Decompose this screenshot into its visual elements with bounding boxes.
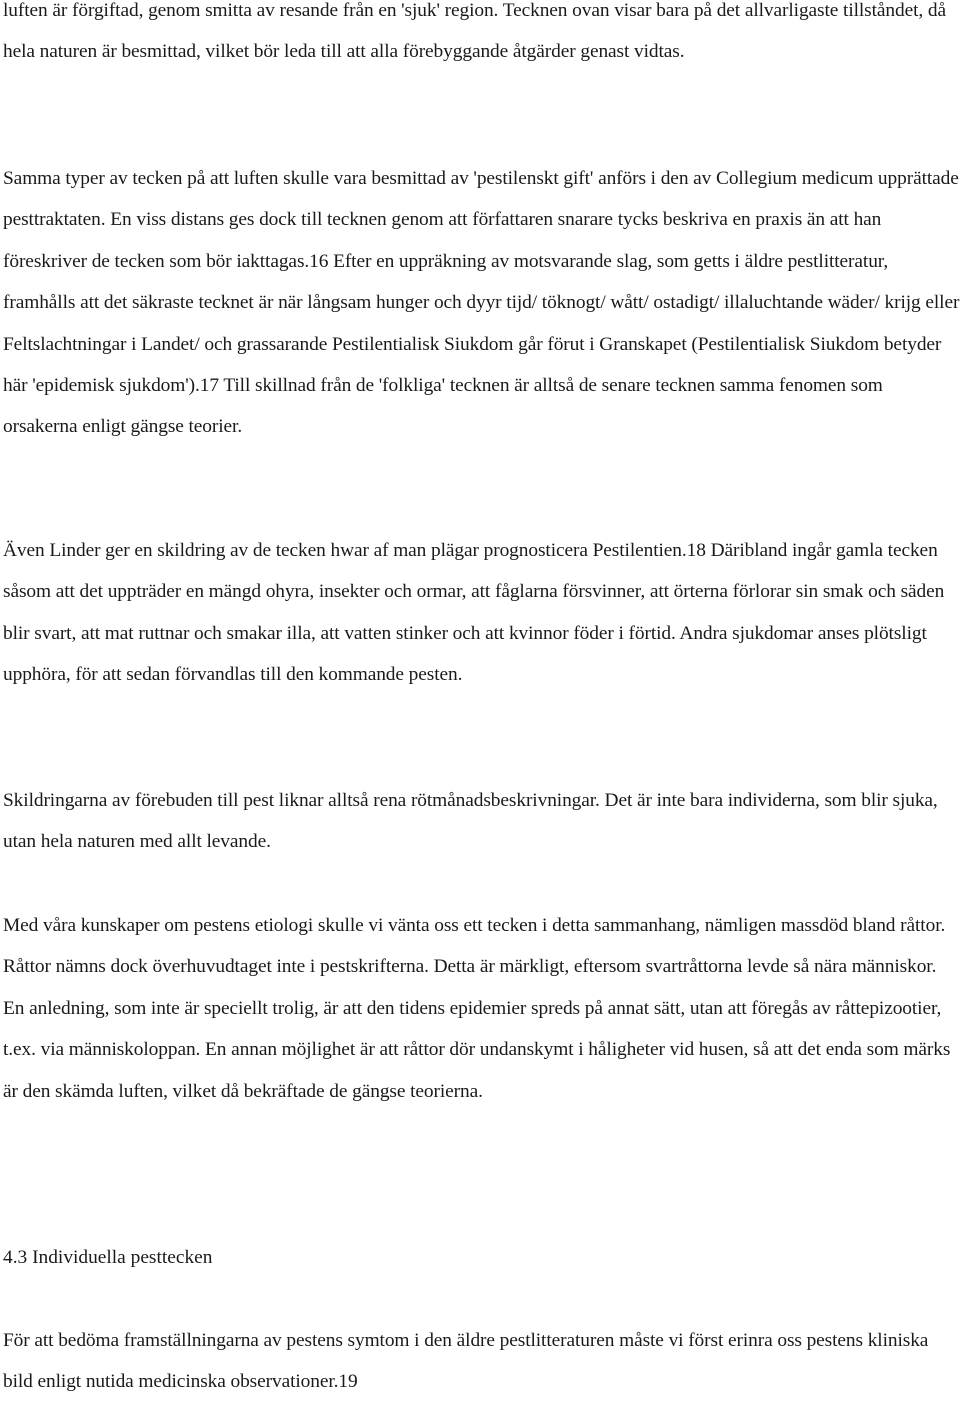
paragraph-rotmanad: Skildringarna av förebuden till pest liknar alltså rena rötmånadsbeskrivningar. Det är inte bara individerna, som blir sjuka, utan hela naturen med allt levande. (3, 790, 938, 853)
paragraph-collegium-medicum: Samma typer av tecken på att luften skulle vara besmittad av 'pestilenskt gift' anförs i den av Collegium medicum upprättade pesttraktaten. En viss distans ges dock till tecknen genom att författaren snarare tycks beskriva en praxis än att han föreskriver de tecken som bör iakttagas.16 Efter en uppräkning av motsvarande slag, som getts i äldre pestlitteratur, framhålls att det säkraste tecknet är när långsam hunger och dyyr tijd/ töknogt/ wått/ ostadigt/ illaluchtande wäder/ krijg eller Feltslachtningar i Landet/ och grassarande Pestilentialisk Siukdom går förut i Granskapet (Pestilentialisk Siukdom betyder här 'epidemisk sjukdom').17 Till skillnad från de 'folkliga' tecknen är alltså de senare tecknen samma fenomen som orsakerna enligt gängse teorier. (3, 168, 960, 438)
paragraph-clinical-picture: För att bedöma framställningarna av pestens symtom i den äldre pestlitteraturen måste vi först erinra oss pestens kliniska bild enligt nutida medicinska observationer.19 (3, 1330, 929, 1393)
paragraph-rats-etiology: Med våra kunskaper om pestens etiologi skulle vi vänta oss ett tecken i detta sammanhang, nämligen massdöd bland råttor. Råttor nämns dock överhuvudtaget inte i pestskrifterna. Detta är märkligt, eftersom svartråttorna levde så nära människor. En anledning, som inte är speciellt trolig, är att den tidens epidemier spreds på annat sätt, utan att föregås av råttepizootier, t.ex. via människoloppan. En annan möjlighet är att råttor dör undanskymt i håligheter vid husen, så att det enda som märks är den skämda luften, vilket då bekräftade de gängse teorierna. (3, 915, 951, 1102)
paragraph-linder: Även Linder ger en skildring av de tecken hwar af man plägar prognosticera Pestilentien.18 Däribland ingår gamla tecken såsom att det uppträder en mängd ohyra, insekter och ormar, att fåglarna försvinner, att örterna förlorar sin smak och säden blir svart, att mat ruttnar och smakar illa, att vatten stinker och att kvinnor föder i förtid. Andra sjukdomar anses plötsligt upphöra, för att sedan förvandlas till den kommande pesten. (3, 540, 945, 686)
section-heading: 4.3 Individuella pesttecken (3, 1247, 213, 1268)
paragraph-contagion-signs: luften är förgiftad, genom smitta av resande från en 'sjuk' region. Tecknen ovan visar bara på det allvarligaste tillståndet, då hela naturen är besmittad, vilket bör leda till att alla förebyggande åtgärder genast vidtas. (3, 0, 947, 63)
